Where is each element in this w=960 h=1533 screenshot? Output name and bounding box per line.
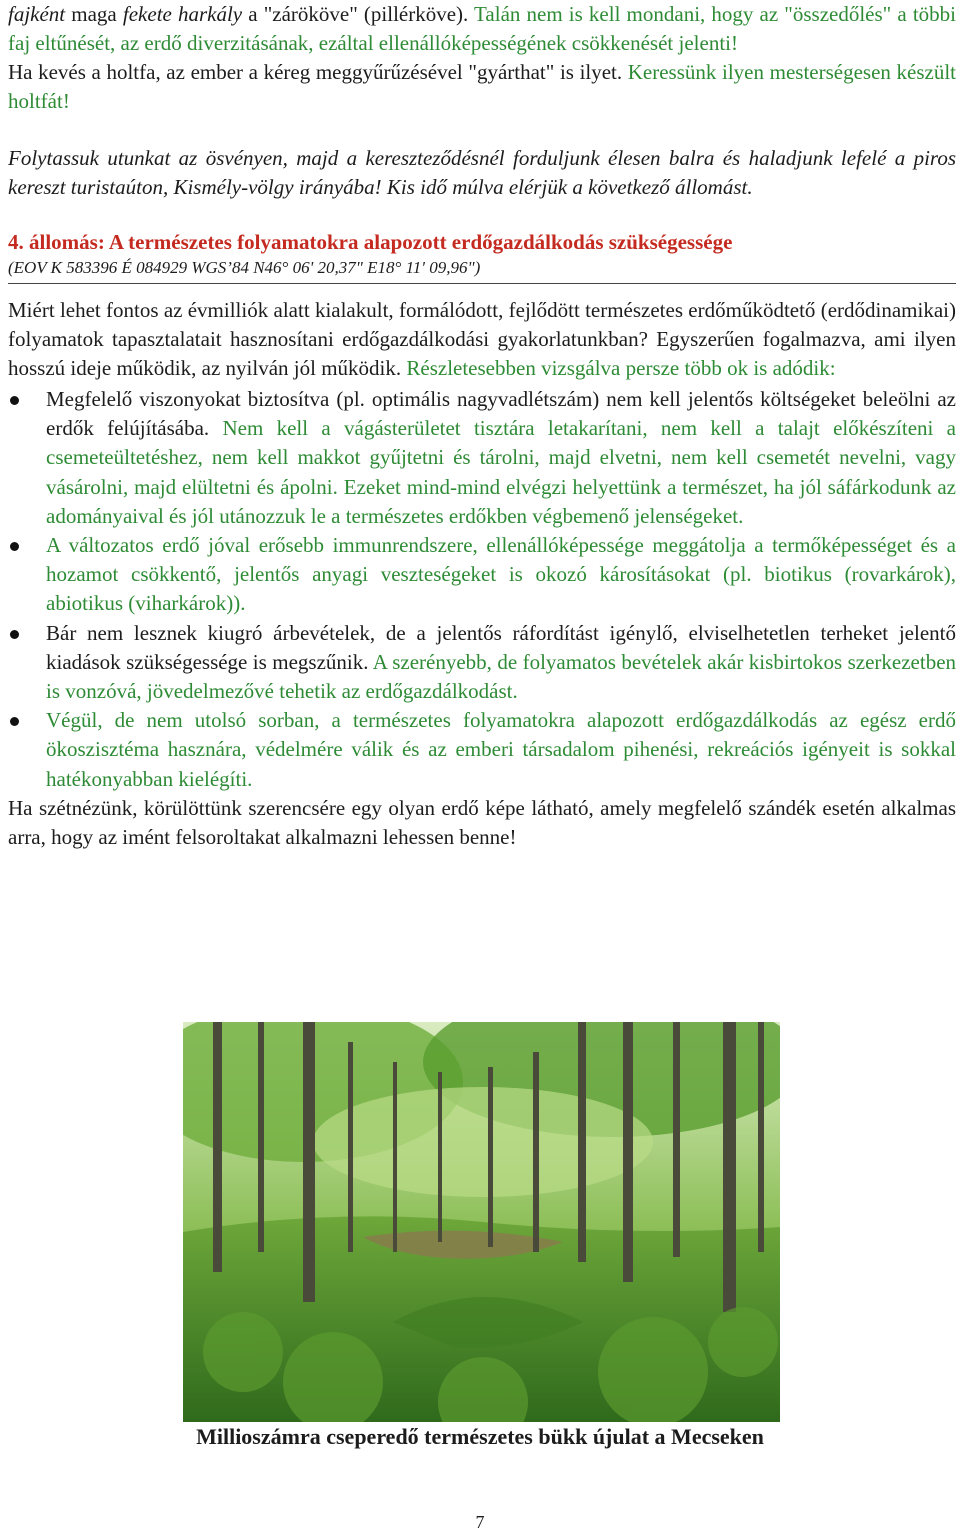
intro-italic-a: fajként [8,2,66,26]
body-paragraph-2: Ha szétnézünk, körülöttünk szerencsére egy olyan erdő képe látható, amely megfelelő szándék esetén alkalmas arra, hogy az imént felsoroltakat alkalmazni lehessen benne! [8,795,956,849]
intro-text-a: maga [65,2,123,26]
directions-paragraph: Folytassuk utunkat az ösvényen, majd a kereszteződésnél forduljunk élesen balra és haladjunk lefelé a piros kereszt turistaúton, Kismély-völgy irányába! Kis idő múlva elérjük a következő állomást. [8,146,956,199]
figure-caption: Millioszámra cseperedő természetes bükk újulat a Mecseken [196,1424,764,1449]
intro-paragraph [8,0,956,116]
bullet-icon [10,396,19,405]
list-item: Végül, de nem utolsó sorban, a természetes folyamatokra alapozott erdőgazdálkodás az egész erdő ökoszisztéma hasznára, védelmére válik és az emberi társadalom pihenési, rekreációs igényeit is sokkal hatékonyabban kielégíti. [8,706,956,794]
body-paragraph-1 [8,296,956,383]
forest-image [183,1022,780,1422]
body-para1-b: Egyszerűen fogalmazva, ami ilyen hosszú ideje működik, az nyilván jól működik. [8,327,956,380]
bullet-icon [10,542,19,551]
list-item: Bár nem lesznek kiugró árbevételek, de a jelentős ráfordítást igénylő, elviselhetetlen terheket jelentő kiadások szükségessége is megszűnik. A szerényebb, de folyamatos bevételek akár kisbirtokos szerkezetben is vonzóvá, jövedelmezővé tehetik az erdőgazdálkodást. [8,619,956,707]
intro-line2-b: Keressünk ilyen mesterségesen készült holtfát! [8,60,956,113]
intro-italic-b: fekete harkály [122,2,243,26]
reasons-list [8,385,956,794]
page-number: 7 [475,1512,485,1532]
document-page [8,0,956,852]
list-item: Megfelelő viszonyokat biztosítva (pl. optimális nagyvadlétszám) nem kell jelentős költségeket beleölni az erdők felújításába. Nem kell a vágásterületet tisztára letakarítani, nem kell a talajt előkészíteni a csemeteültetéshez, nem kell makkot gyűjtetni és tárolni, majd elvetni, nem kell csemetét nevelni, vagy vásárolni, majd elültetni és ápolni. Ezeket mind-mind elvégzi helyettünk a természet, ha jól sáfárkodunk az adományaival és jól utánozzuk le a természetes erdőkben végbemenő jelenségeket. [8,385,956,531]
body-para1-a: Miért lehet fontos az évmilliók alatt kialakult, formálódott, fejlődött természetes erdőműködtető (erdődinamikai) folyamatok tapasztalatait hasznosítani erdőgazdálkodási gyakorlatunkban? [8,298,956,351]
forest-photo [183,1022,780,1422]
intro-text-b: a "zárököve" (pillérköve). [242,2,475,26]
station-coordinates: (EOV K 583396 É 084929 WGS’84 N46° 06' 20,37" E18° 11' 09,96") [8,257,956,284]
bullet-icon [10,717,19,726]
bullet-icon [10,630,19,639]
intro-highlight-c: Talán nem is kell mondani, hogy az "összedőlés" a többi faj eltűnését, az erdő diverzitásának, ezáltal ellenállóképességének csökkenését jelenti! [8,2,956,55]
list-item: A változatos erdő jóval erősebb immunrendszere, ellenállóképessége meggátolja a termőképességet és a hozamot csökkentő, jelentős anyagi veszteségeket is okozó károsításokat (pl. biotikus (rovarkárok), abiotikus (viharkárok)). [8,531,956,619]
station-heading: 4. állomás: A természetes folyamatokra alapozott erdőgazdálkodás szükségessége [8,230,733,254]
intro-line2-a: Ha kevés a holtfa, az ember a kéreg meggyűrűzésével "gyárthat" is ilyet. [8,60,623,84]
body-para1-c: Részletesebben vizsgálva persze több ok is adódik: [401,356,836,380]
